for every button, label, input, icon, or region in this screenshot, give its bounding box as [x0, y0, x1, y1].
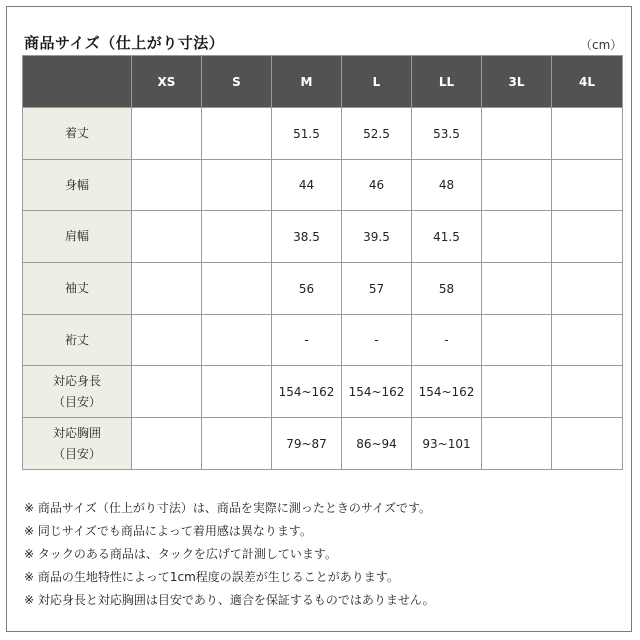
- table-cell: [482, 366, 552, 418]
- table-cell: [552, 263, 623, 315]
- table-cell: [552, 366, 623, 418]
- table-cell: [482, 211, 552, 263]
- table-cell: 154~162: [412, 366, 482, 418]
- row-label-text: 対応身長: [52, 373, 101, 388]
- table-cell: [132, 366, 202, 418]
- table-cell: [202, 366, 272, 418]
- table-cell: [132, 315, 202, 366]
- table-cell: 58: [412, 263, 482, 315]
- column-header-4l: 4L: [552, 56, 623, 108]
- unit-label: （cm）: [580, 38, 623, 52]
- table-cell: [552, 315, 623, 366]
- note-item: ※ 商品サイズ（仕上がり寸法）は、商品を実際に測ったときのサイズです。: [24, 501, 431, 515]
- table-cell: 79~87: [272, 418, 342, 470]
- table-cell: 93~101: [412, 418, 482, 470]
- header-row: [23, 56, 623, 108]
- column-header-xs: XS: [132, 56, 202, 108]
- row-label: [23, 160, 132, 211]
- table-cell: 38.5: [272, 211, 342, 263]
- table-cell: 56: [272, 263, 342, 315]
- row-label-text: 着丈: [64, 126, 89, 140]
- row-label-text: 身幅: [64, 177, 89, 192]
- table-cell: [552, 108, 623, 160]
- table-cell: [552, 211, 623, 263]
- table-cell: [202, 263, 272, 315]
- table-cell: [132, 418, 202, 470]
- table-cell: -: [342, 315, 412, 366]
- header-corner: [23, 56, 132, 108]
- note-item: ※ 同じサイズでも商品によって着用感は異なります。: [24, 524, 312, 538]
- table-cell: 52.5: [342, 108, 412, 160]
- row-label-subtext: （目安）: [52, 394, 101, 409]
- column-header-3l: 3L: [482, 56, 552, 108]
- table-cell: [202, 160, 272, 211]
- table-cell: [132, 263, 202, 315]
- row-label: [23, 263, 132, 315]
- table-cell: -: [412, 315, 482, 366]
- table-cell: 46: [342, 160, 412, 211]
- column-header-l: L: [342, 56, 412, 108]
- table-row: [23, 418, 623, 470]
- table-cell: 86~94: [342, 418, 412, 470]
- row-label: [23, 211, 132, 263]
- table-cell: [202, 315, 272, 366]
- table-row: [23, 108, 623, 160]
- table-cell: [202, 211, 272, 263]
- notes-list: [24, 497, 435, 612]
- column-header-ll: LL: [412, 56, 482, 108]
- table-cell: [552, 418, 623, 470]
- column-header-s: S: [202, 56, 272, 108]
- table-cell: 51.5: [272, 108, 342, 160]
- row-label-text: 肩幅: [64, 229, 89, 243]
- table-cell: [482, 418, 552, 470]
- table-cell: [202, 108, 272, 160]
- table-row: [23, 211, 623, 263]
- row-label-text: 対応胸囲: [52, 425, 101, 440]
- table-cell: [202, 418, 272, 470]
- column-header-m: M: [272, 56, 342, 108]
- table-row: [23, 160, 623, 211]
- table-cell: 57: [342, 263, 412, 315]
- row-label-text: 裄丈: [64, 332, 89, 347]
- row-label-subtext: （目安）: [52, 446, 101, 461]
- table-cell: 154~162: [272, 366, 342, 418]
- table-row: [23, 315, 623, 366]
- row-label: [23, 315, 132, 366]
- table-cell: [482, 160, 552, 211]
- table-cell: 48: [412, 160, 482, 211]
- size-table: [22, 55, 623, 470]
- table-cell: 39.5: [342, 211, 412, 263]
- table-cell: [132, 160, 202, 211]
- table-cell: [552, 160, 623, 211]
- table-cell: [132, 108, 202, 160]
- table-cell: [482, 315, 552, 366]
- table-row: [23, 263, 623, 315]
- row-label: [23, 418, 132, 470]
- table-cell: 44: [272, 160, 342, 211]
- table-cell: [482, 108, 552, 160]
- note-item: ※ 商品の生地特性によって1cm程度の誤差が生じることがあります。: [24, 570, 399, 584]
- table-cell: 41.5: [412, 211, 482, 263]
- note-item: ※ 対応身長と対応胸囲は目安であり、適合を保証するものではありません。: [24, 593, 435, 607]
- table-cell: 154~162: [342, 366, 412, 418]
- table-row: [23, 366, 623, 418]
- table-cell: -: [272, 315, 342, 366]
- note-item: ※ タックのある商品は、タックを広げて計測しています。: [24, 547, 337, 561]
- page-title: 商品サイズ（仕上がり寸法）: [24, 34, 225, 52]
- table-cell: [132, 211, 202, 263]
- table-cell: [482, 263, 552, 315]
- row-label: [23, 108, 132, 160]
- row-label-text: 袖丈: [64, 281, 89, 295]
- table-cell: 53.5: [412, 108, 482, 160]
- row-label: [23, 366, 132, 418]
